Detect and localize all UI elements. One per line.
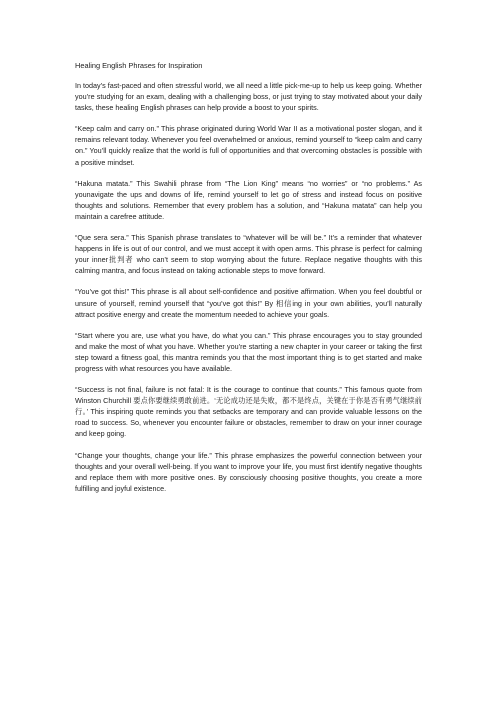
paragraph-start-where-you-are: “Start where you are, use what you have, do what you can.” This phrase encourages you to stay grounded and make the most of what you have. Whether you’re starting a new chapter in your career or taking the first step toward a fitness goal, this mantra reminds you that the most important thing is to get started and make progress with what resources you have available.: [75, 330, 422, 373]
paragraph-success-not-final: “Success is not final, failure is not fatal: It is the courage to continue that counts.” This famous quote from Winston Churchill 要点你要继续勇敢前进。‘无论成功还是失败，都不是终点，关键在于你是否有勇气继续前行。’ This inspiring quote reminds you that setbacks are temporary and can provide valuable lessons on the road to success. So, whenever you encounter failure or obstacles, remember to draw on your inner courage and keep going.: [75, 385, 422, 439]
paragraph-hakuna-matata: “Hakuna matata.” This Swahili phrase from “The Lion King” means “no worries” or “no problems.” As younavigate the ups and downs of life, remind yourself to let go of stress and instead focus on positive thoughts and solutions. Remember that every problem has a solution, and “Hakuna matata” can help you maintain a carefree attitude.: [75, 178, 422, 221]
paragraph-keep-calm: “Keep calm and carry on.” This phrase originated during World War II as a motivational poster slogan, and it remains relevant today. Whenever you feel overwhelmed or anxious, remind yourself to “keep calm and carry on.” You’ll quickly realize that the world is full of opportunities and that overcoming obstacles is possible with a positive mindset.: [75, 124, 422, 167]
paragraph-youve-got-this: “You’ve got this!” This phrase is all about self-confidence and positive affirmation. When you feel doubtful or unsure of yourself, remind yourself that “you’ve got this!” By 相信ing in your own abilities, you’ll naturally attract positive energy and create the momentum needed to achieve your goals.: [75, 287, 422, 319]
paragraph-change-your-thoughts: “Change your thoughts, change your life.” This phrase emphasizes the powerful connection between your thoughts and your overall well-being. If you want to improve your life, you must first identify negative thoughts and replace them with more positive ones. By consciously choosing positive thoughts, you create a more fulfilling and joyful existence.: [75, 450, 422, 493]
paragraph-intro: In today’s fast-paced and often stressful world, we all need a little pick-me-up to help us keep going. Whether you’re studying for an exam, dealing with a challenging boss, or just trying to stay motivated about your daily tasks, these healing English phrases can help provide a boost to your spirits.: [75, 81, 422, 113]
paragraph-que-sera-sera: “Que sera sera.” This Spanish phrase translates to “whatever will be will be.” It’s a reminder that whatever happens in life is out of our control, and we must accept it with open arms. This phrase is perfect for calming your inner批判者 who can’t seem to stop worrying about the future. Replace negative thoughts with this calming mantra, and focus instead on taking actionable steps to move forward.: [75, 233, 422, 276]
document-body: [75, 60, 422, 504]
document-title: Healing English Phrases for Inspiration: [75, 61, 203, 70]
